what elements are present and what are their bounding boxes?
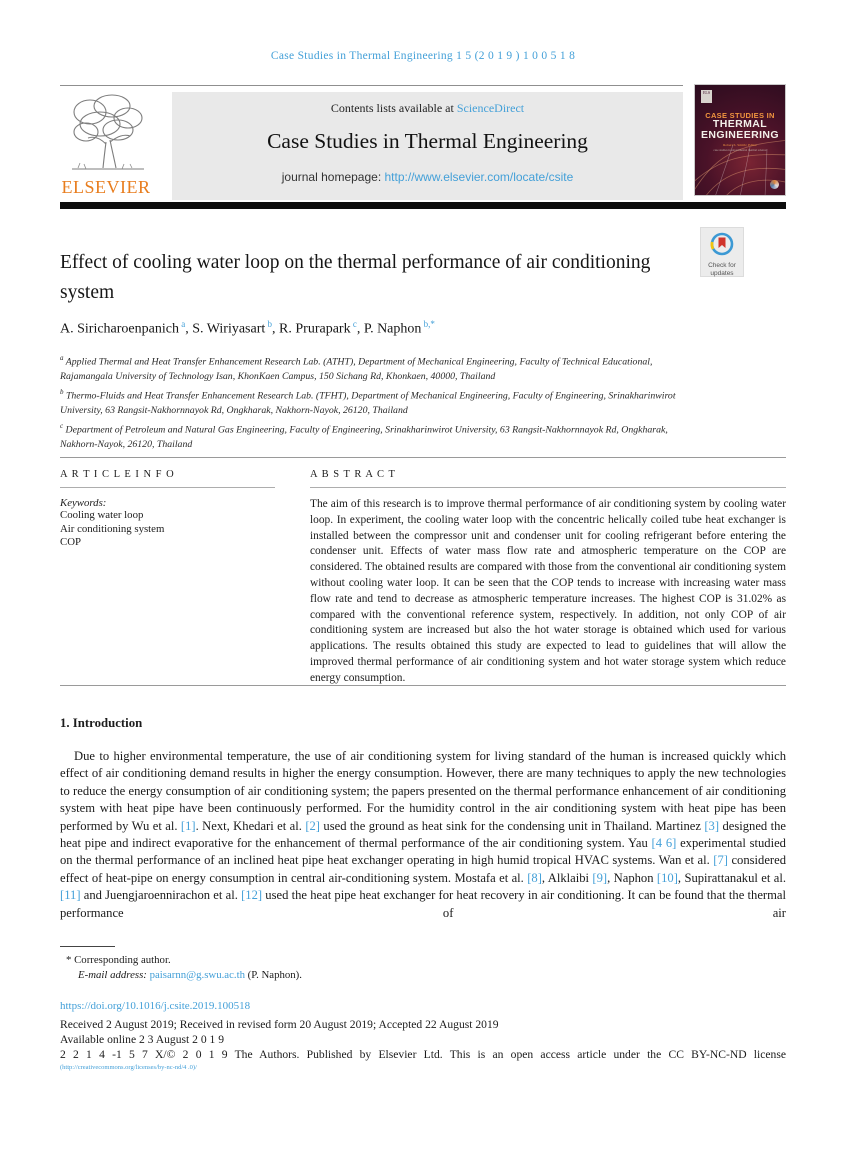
journal-header-box xyxy=(172,92,683,200)
citation-link[interactable]: [10] xyxy=(656,870,678,885)
citation-link[interactable]: [12] xyxy=(241,888,263,903)
cover-subline1: Robert S. Smith | Editor xyxy=(723,143,757,147)
paragraph-text: considered effect of heat-pipe on energy consumption in central air-conditioning system. Mostafa et al. xyxy=(60,853,787,885)
section-heading-introduction: 1. Introduction xyxy=(60,716,143,730)
paragraph-text: and Juengjaroennirachon et al. xyxy=(80,888,242,903)
header-top-rule xyxy=(60,85,683,86)
keywords-label: Keywords: xyxy=(60,497,107,509)
abstract-column xyxy=(310,458,786,687)
citation-link[interactable]: [1] xyxy=(180,818,196,833)
elsevier-tree-icon xyxy=(60,161,152,178)
journal-cover-thumbnail[interactable] xyxy=(694,84,786,196)
article-info-column xyxy=(60,458,275,550)
author-affiliation-sup[interactable]: c xyxy=(350,319,357,329)
citation-link[interactable]: [11] xyxy=(60,888,81,903)
running-head-citation[interactable]: Case Studies in Thermal Engineering 1 5 (2 0 1 9 ) 1 0 0 5 1 8 xyxy=(270,50,576,62)
author-affiliation-sup[interactable]: b xyxy=(265,319,273,329)
cover-title-line2-3: THERMAL ENGINEERING xyxy=(701,118,779,141)
cover-title-line1: CASE STUDIES IN xyxy=(705,111,775,120)
paragraph-text: used the heat pipe heat exchanger for heat recovery in air conditioning. It can be found that the thermal performance of air xyxy=(60,888,786,920)
paragraph-text: Due to higher environmental temperature, the use of air conditioning system for living standard of the human is increased quickly which effect of air conditioning demand results in higher the energy consumption. However, there are many techniques to apply the new technologies to reduce the energy consumption of air conditioning system; the papers presented on the thermal performance enhancement of air conditioning system with heat pipe have been continuously performed. For the humidity control in the air conditioning system with heat pipe has been performed by Wu et al. xyxy=(60,749,786,833)
elsevier-logo[interactable] xyxy=(58,92,154,200)
abstract-rule xyxy=(310,487,786,488)
elsevier-wordmark: ELSEVIER xyxy=(61,177,151,197)
article-info-abstract-block xyxy=(60,457,786,686)
affiliation-list xyxy=(60,351,678,453)
introduction-paragraph xyxy=(60,748,786,922)
paragraph-text: , Supirattanakul et al. xyxy=(677,870,786,885)
affiliation: $^c$ Department of Petroleum and Natural Gas Engineering, Faculty of Engineering, Srinakharinwirot University, 63 Rangsit-Nakhornnayok Rd, Ongkharak, Nakhorn-Nayok, 26120, Thailand xyxy=(60,421,668,450)
issn-license-line: 2 2 1 4 -1 5 7 X/© 2 0 1 9 The Authors. Published by Elsevier Ltd. This is an open access article under the CC BY-NC-ND license xyxy=(60,1048,786,1061)
citation-link[interactable]: [2] xyxy=(305,818,320,833)
cover-mini-elsevier-logo: ELS xyxy=(701,90,712,103)
email-suffix: (P. Naphon). xyxy=(244,969,302,981)
check-for-updates-icon xyxy=(709,244,735,261)
keyword: COP xyxy=(60,536,82,548)
author-name: A. Siricharoenpanich xyxy=(60,321,179,337)
cover-subline2: case studies in experimental thermal science xyxy=(713,148,767,152)
citation-link[interactable]: [4 6] xyxy=(651,836,677,851)
check-for-updates-label: Check for updates xyxy=(708,262,736,277)
author-separator: , xyxy=(356,321,364,337)
contents-line xyxy=(172,101,683,116)
author-separator: , xyxy=(185,321,193,337)
homepage-link[interactable]: http://www.elsevier.com/locate/csite xyxy=(384,170,574,184)
affiliation: $^a$ Applied Thermal and Heat Transfer Enhancement Research Lab. (ATHT), Department of Mechanical Engineering, Faculty of Technical Educational, Rajamangala University of Technology Isan, KhonKaen Campus, 150 Sichang Rd, Khonkaen, 40000, Thailand xyxy=(60,354,653,383)
paragraph-text: . Next, Khedari et al. xyxy=(195,818,306,833)
abstract-text: The aim of this research is to improve thermal performance of air conditioning system by cooling water loop. In experiment, the cooling water loop with the concentric helically coiled tube heat exchanger is installed between the compressor unit and condenser unit for cooling refrigerant before entering the condenser unit. Effects of water mass flow rate and atmospheric temperature on the COP are considered. The obtained results are compared with those from the conventional air conditioning system without cooling water loop. It can be seen that the COP tends to increase with increasing water mass flow rate and tend to decrease as atmospheric temperature increases. The highest COP is 31.02% as compared with the conventional reference system, respectively. In addition, not only COP of air conditioning system are increased but also the hot water storage is obtained which used for various applications. The results obtained this study are expected to lead to guidelines that will allow the improved thermal performance of air conditioning system and hot water storage system which reduce energy consumption. xyxy=(310,498,786,684)
check-for-updates-badge[interactable] xyxy=(700,227,744,277)
author-name: S. Wiriyasart xyxy=(192,321,266,337)
available-online-line: Available online 2 3 August 2 0 1 9 xyxy=(60,1033,225,1046)
header-separator-bar xyxy=(60,202,786,209)
author-separator: , xyxy=(272,321,280,337)
citation-link[interactable]: [7] xyxy=(713,853,728,868)
paragraph-text: , Naphon xyxy=(607,870,657,885)
journal-title: Case Studies in Thermal Engineering xyxy=(267,129,588,153)
citation-link[interactable]: [8] xyxy=(527,870,542,885)
paragraph-text: experimental studied on the thermal performance of an inclined heat pipe heat exchanger operating in high humid tropical HVAC systems. Wan et al. xyxy=(60,836,786,868)
email-line xyxy=(78,969,302,981)
corresponding-author-note: * Corresponding author. xyxy=(66,954,171,966)
article-title: Effect of cooling water loop on the thermal performance of air conditioning system xyxy=(60,252,651,303)
author-list xyxy=(60,319,720,338)
paragraph-text: used the ground as heat sink for the condensing unit in Thailand. Martinez xyxy=(320,818,705,833)
author-name: P. Naphon xyxy=(363,321,422,337)
cover-publisher-seal xyxy=(770,180,779,189)
email-label: E-mail address: xyxy=(78,969,150,981)
received-dates-line: Received 2 August 2019; Received in revised form 20 August 2019; Accepted 22 August 2019 xyxy=(60,1018,499,1031)
citation-link[interactable]: [3] xyxy=(704,818,720,833)
abstract-heading: A B S T R A C T xyxy=(310,469,396,480)
email-link[interactable]: paisarnn@g.swu.ac.th xyxy=(149,969,245,981)
license-url-link[interactable]: (http://creativecommons.org/licenses/by-nc-nd/4 .0)/ xyxy=(60,1064,197,1071)
paragraph-text: designed the heat pipe and indirect evaporative for the enhancement of thermal performance of the air conditioning system. Yau xyxy=(60,818,787,851)
author-name: R. Prurapark xyxy=(279,321,351,337)
doi-link[interactable]: https://doi.org/10.1016/j.csite.2019.100518 xyxy=(60,1000,251,1012)
paragraph-text: , Alklaibi xyxy=(541,870,593,885)
sciencedirect-link[interactable]: ScienceDirect xyxy=(456,101,525,115)
keywords-list xyxy=(60,509,275,550)
article-info-rule xyxy=(60,487,275,488)
homepage-prefix: journal homepage: xyxy=(281,170,385,184)
footnote-rule xyxy=(60,946,115,947)
homepage-line xyxy=(172,170,683,184)
affiliation: $^b$ Thermo-Fluids and Heat Transfer Enhancement Research Lab. (TFHT), Department of Mechanical Engineering, Faculty of Engineering, Srinakharinwirot University, 63 Rangsit-Nakhornnayok Rd, Ongkharak, Nakhorn-Nayok, 26120, Thailand xyxy=(60,387,676,416)
citation-link[interactable]: [9] xyxy=(592,870,608,885)
author-affiliation-sup[interactable]: a xyxy=(178,319,186,329)
contents-prefix: Contents lists available at xyxy=(330,101,457,115)
keyword: Cooling water loop xyxy=(60,509,144,521)
author-affiliation-sup[interactable]: b,* xyxy=(421,319,435,329)
article-info-heading: A R T I C L E I N F O xyxy=(60,469,175,480)
keyword: Air conditioning system xyxy=(60,522,165,535)
